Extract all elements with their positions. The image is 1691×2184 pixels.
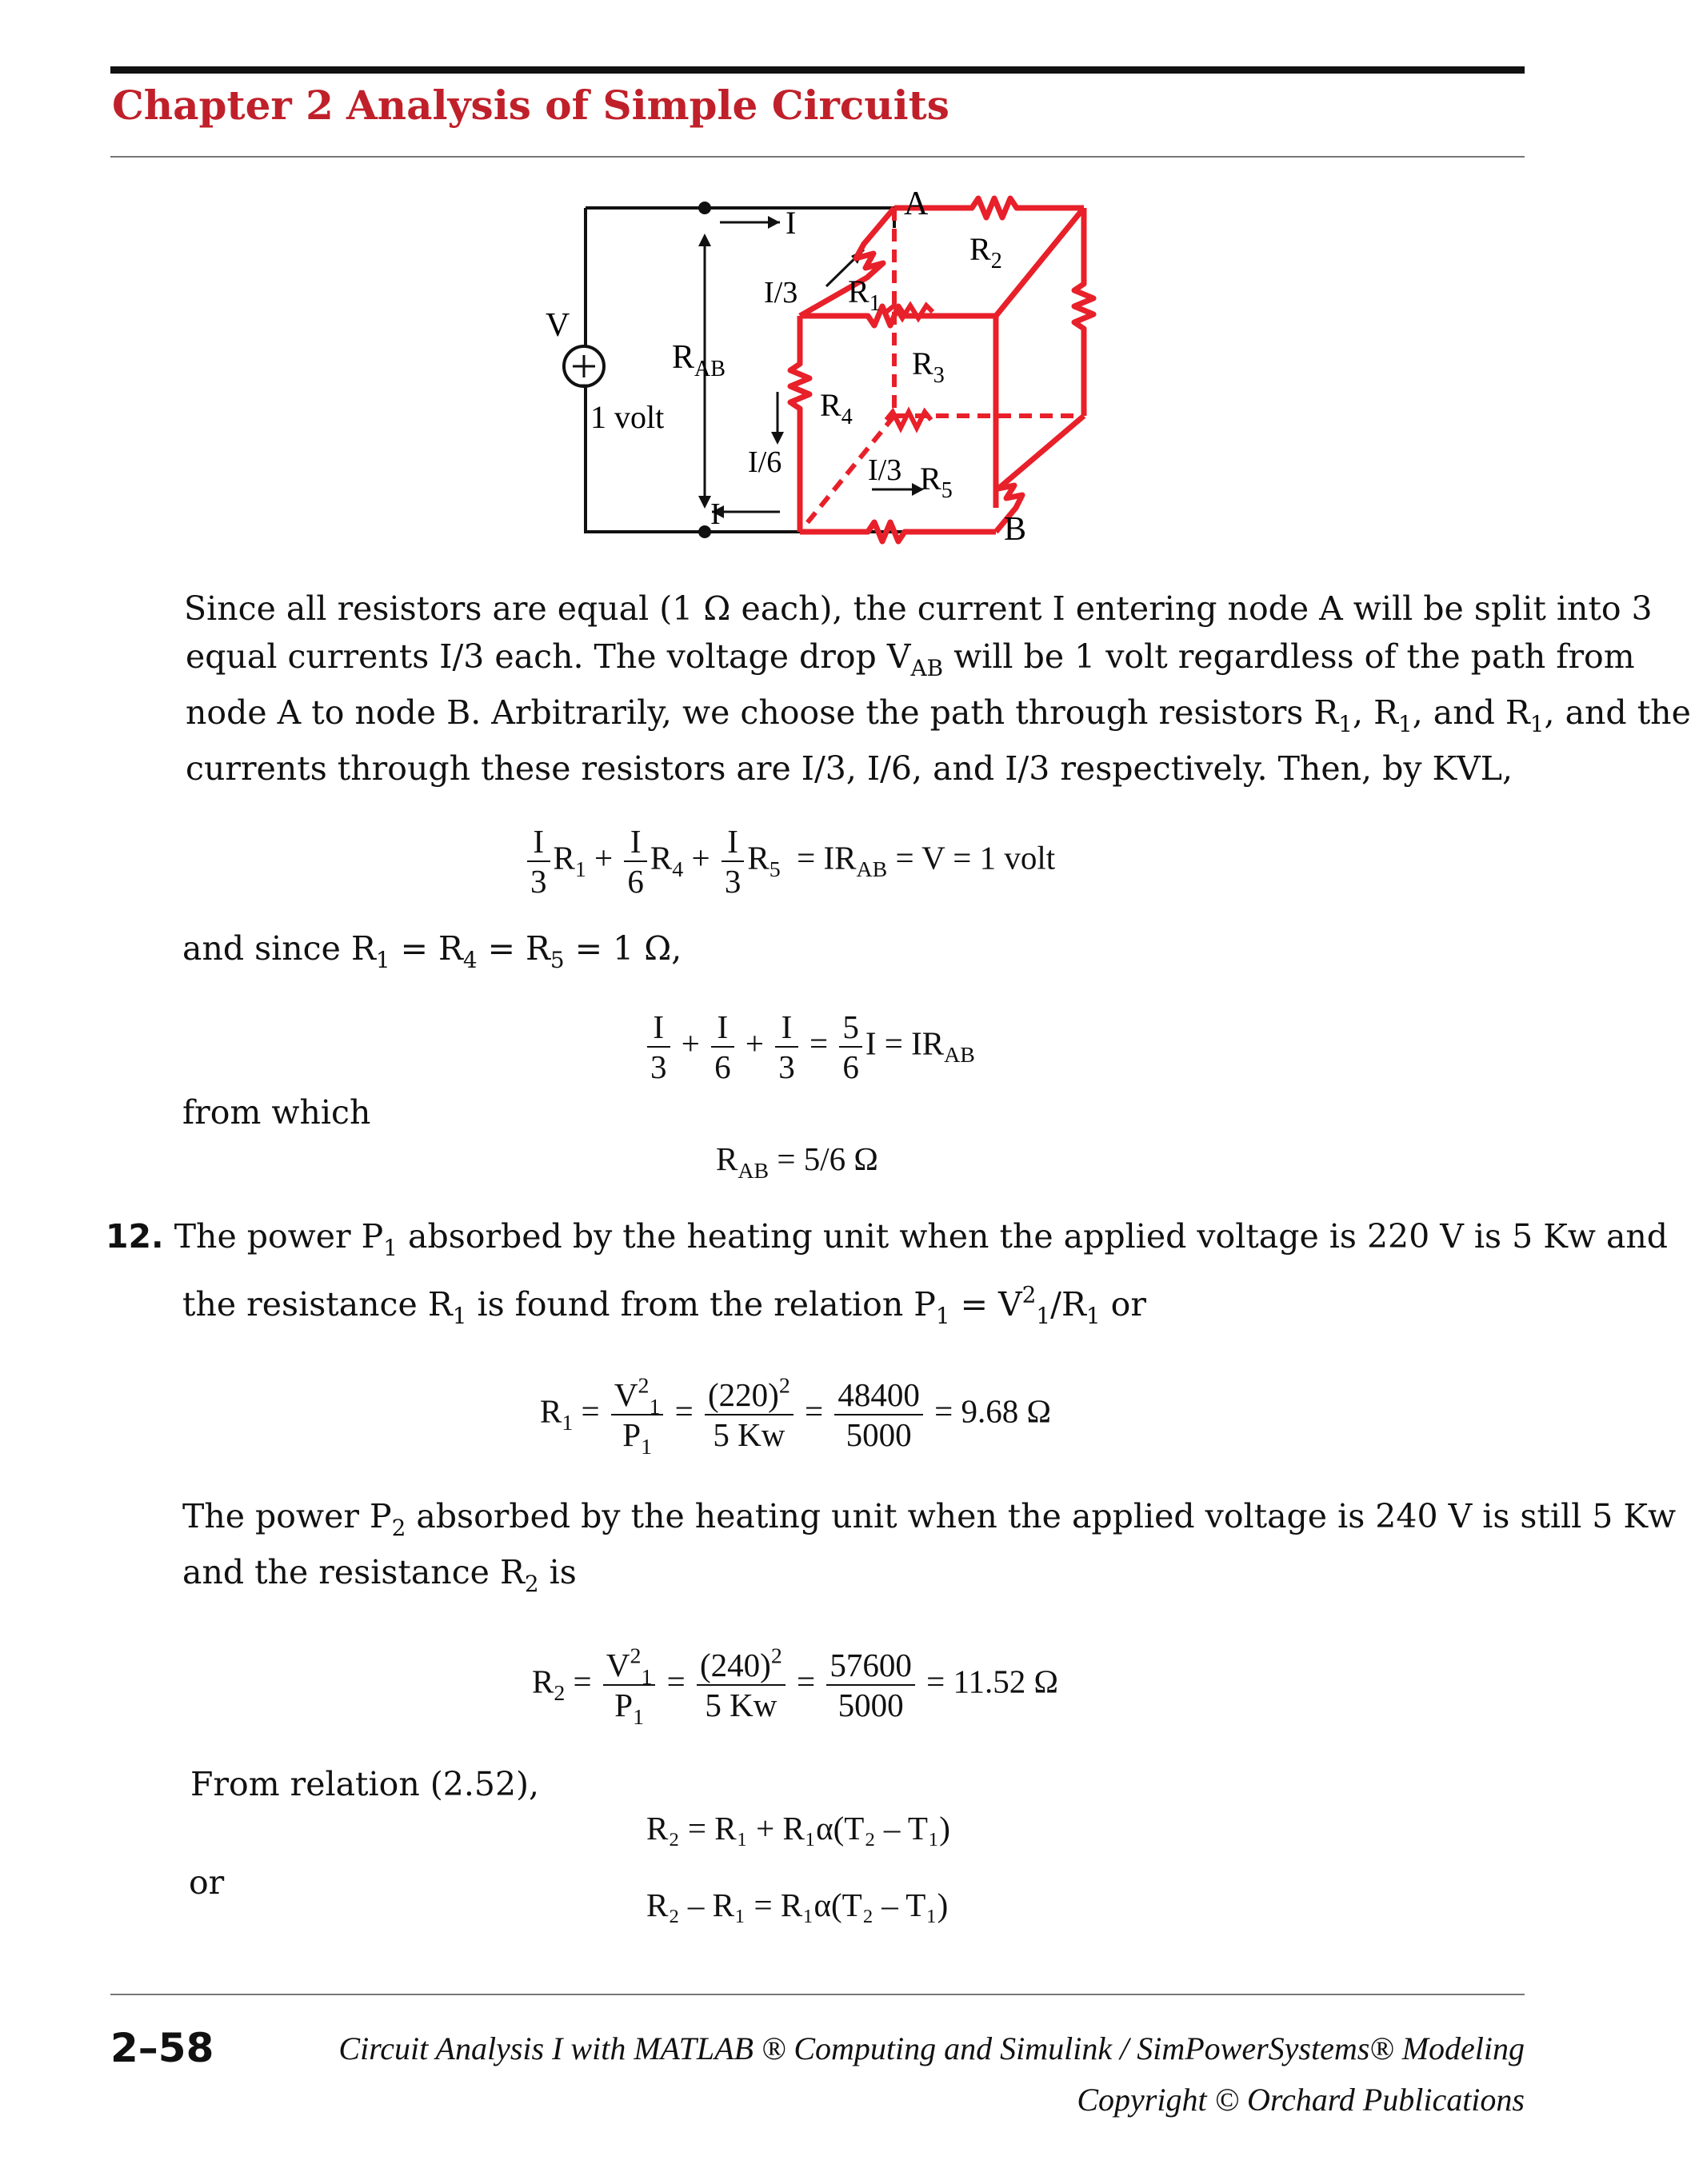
terminal-dot-top (698, 202, 711, 214)
cube-circuit-figure (0, 0, 1638, 608)
equation-r2-minus-r1: R₂ – R₁ = R₁α(T₂ – T₁) (646, 1887, 949, 1923)
para1-line3: node A to node B. Arbitrarily, we choose the path through resistors $R_1$, $R_1$, and $R_1$, and the (186, 693, 1691, 737)
equation-r1: $R_1$ = $\frac{V^2_1}{P_1}$ = $\frac{(220)^2}{5 Kw}$ = $\frac{48400}{5000}$ = 9.68 Ω (540, 1373, 1051, 1459)
arrowhead-rab-up (698, 234, 711, 246)
para3-line1: The power $P_2$ absorbed by the heating unit when the applied voltage is 240 V is still 5 Kw (182, 1497, 1677, 1541)
r5-label: $R_5$ (920, 461, 953, 503)
book-title: Circuit Analysis I with MATLAB ® Computing and Simulink / SimPowerSystems® Modeling (338, 2030, 1525, 2066)
rab-label: $R_{AB}$ (672, 339, 726, 381)
resistor-right-wire (1074, 208, 1093, 416)
para2: and since $R_1 = R_4 = R_5 = 1$ Ω, (182, 929, 682, 973)
from-relation-text: From relation (2.52), (190, 1765, 540, 1803)
para1-line2: equal currents I/3 each. The voltage drop $V_{AB}$ will be 1 volt regardless of the path from (186, 637, 1635, 681)
item12-line2: the resistance $R_1$ is found from the relation $P_1 = V^2_1/R_1$ or (182, 1281, 1146, 1329)
equation-rab-result: $R_{AB} = 5/6$ Ω (716, 1140, 878, 1184)
r3-label: $R_3$ (912, 345, 945, 388)
current-label-i3-bottom: I/3 (868, 453, 902, 487)
frac-i3-b: $\frac{I}{3}$ (722, 822, 745, 900)
r4-label: $R_4$ (820, 387, 853, 429)
equation-kvl: $\frac{I}{3}$ $R_1$ + $\frac{I}{6}$ $R_4$ + $\frac{I}{3}$ $R_5 = IR_{AB} = V = 1$ volt (524, 822, 1055, 900)
para1-line1: Since all resistors are equal (1 Ω each), the current I entering node A will be split into 3 (184, 589, 1653, 628)
frac-i6: $\frac{I}{6}$ (624, 822, 647, 900)
footer-divider (110, 1994, 1525, 1995)
equation-sum-currents: $\frac{I}{3}$ + $\frac{I}{6}$ + $\frac{I}{3}$ = $\frac{5}{6}$ $I = IR_{AB}$ (644, 1008, 975, 1086)
resistor-r4-wire (790, 316, 810, 532)
r1-label: $R_1$ (848, 273, 881, 316)
equation-r2: $R_2$ = $\frac{V^2_1}{P_1}$ = $\frac{(240)^2}{5 Kw}$ = $\frac{57600}{5000}$ = 11.52 Ω (532, 1643, 1058, 1730)
node-a-label: A (904, 186, 929, 222)
current-label-i3-top: I/3 (764, 276, 798, 309)
node-b-label: B (1004, 511, 1027, 548)
current-label-top: I (786, 205, 797, 241)
copyright-notice: Copyright © Orchard Publications (1077, 2082, 1525, 2118)
terminal-dot-bottom (698, 525, 711, 538)
para3-line2: and the resistance $R_2$ is (182, 1553, 577, 1597)
para1-line4: currents through these resistors are I/3, I/6, and I/3 respectively. Then, by KVL, (186, 749, 1513, 788)
source-value: 1 volt (590, 399, 665, 435)
source-label: V (546, 307, 570, 344)
page-number: 2–58 (110, 2025, 214, 2071)
frac-i3-a: $\frac{I}{3}$ (527, 822, 550, 900)
chapter-label: Chapter 2 (112, 82, 334, 129)
arrowhead-rab-down (698, 496, 711, 509)
r2-label: $R_2$ (969, 231, 1002, 273)
item12-line1: 12. The power $P_1$ absorbed by the heating unit when the applied voltage is 220 V is 5 Kw and (106, 1217, 1669, 1261)
from-which-text: from which (182, 1093, 371, 1132)
chapter-title: Analysis of Simple Circuits (346, 82, 949, 129)
current-label-bottom: I (710, 497, 721, 531)
item12-number: 12. (106, 1217, 164, 1256)
or-text: or (189, 1863, 225, 1902)
current-label-i6: I/6 (748, 445, 782, 479)
cube-back-top-diagonal (996, 208, 1084, 316)
arrowhead-top (768, 216, 780, 229)
equation-r2-relation: R₂ = R₁ + R₁α(T₂ – T₁) (646, 1810, 950, 1847)
arrowhead-i6 (771, 432, 784, 445)
